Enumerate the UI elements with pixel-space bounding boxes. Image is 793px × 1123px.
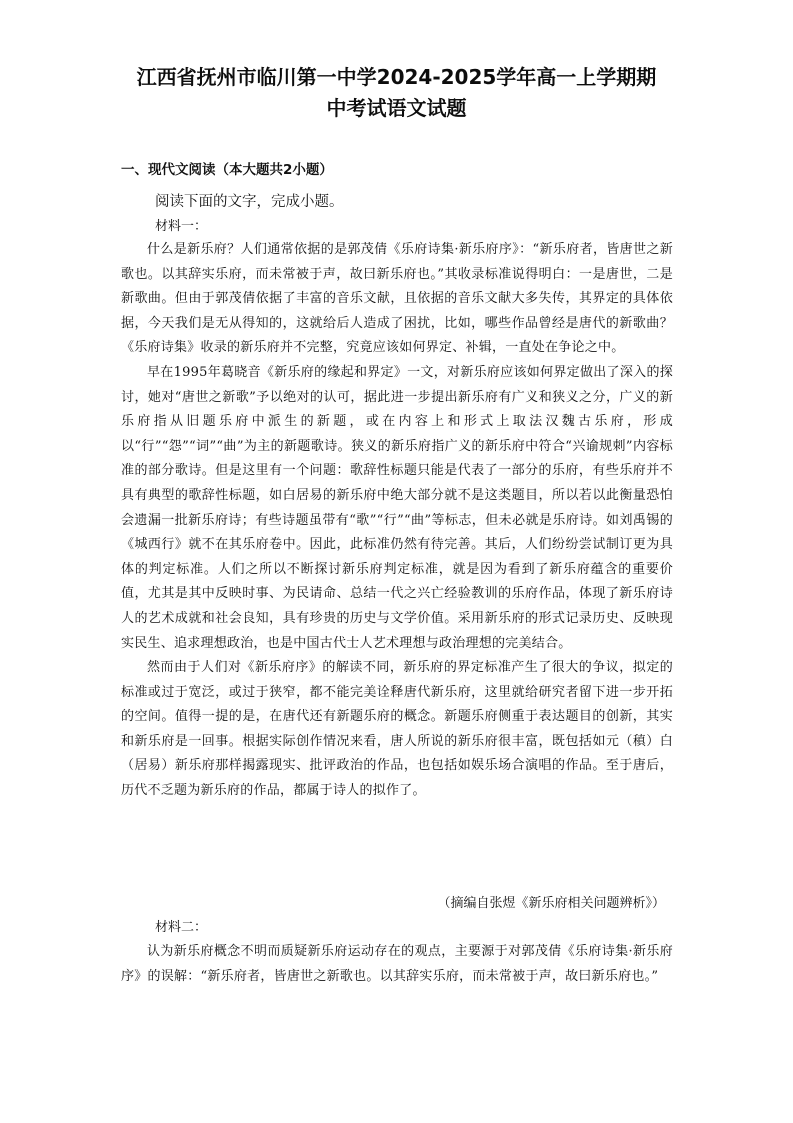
title-line-1: 江西省抚州市临川第一中学2024-2025学年高一上学期期 [136,65,657,89]
section-heading: 一、现代文阅读（本大题共2小题） [121,162,333,178]
title-line-2: 中考试语文试题 [326,96,467,120]
material-2-label: 材料二： [155,920,208,935]
material-1-body [121,238,673,804]
material-1-paragraph: 早在1995年葛晓音《新乐府的缘起和界定》一文，对新乐府应该如何界定做出了深入的探讨，她对“唐世之新歌”予以绝对的认可，据此进一步提出新乐府有广义和狭义之分，广义的新乐府指从旧题乐府中派生的新题，或在内容上和形式上取法汉魏古乐府，形成以“行”“怨”“词”“曲”为主的新题歌诗。狭义的新乐府指广义的新乐府中符合“兴谕规刺”内容标准的部分歌诗。但是这里有一个问题：歌辞性标题只能是代表了一部分的乐府，有些乐府并不具有典型的歌辞性标题，如白居易的新乐府中绝大部分就不是这类题目，所以若以此衡量恐怕会遗漏一批新乐府诗；有些诗题虽带有“歌”“行”“曲”等标志，但未必就是乐府诗。如刘禹锡的《城西行》就不在其乐府卷中。因此，此标准仍然有待完善。其后，人们纷纷尝试制订更为具体的判定标准。人们之所以不断探讨新乐府判定标准，就是因为看到了新乐府蕴含的重要价值，尤其是其中反映时事、为民请命、总结一代之兴亡经验教训的乐府作品，体现了新乐府诗人的艺术成就和社会良知，具有珍贵的历史与文学价值。采用新乐府的形式记录历史、反映现实民生、追求理想政治，也是中国古代士人艺术理想与政治理想的完美结合。 [121,364,673,651]
document-title [100,62,693,124]
material-2-paragraph: 认为新乐府概念不明而质疑新乐府运动存在的观点，主要源于对郭茂倩《乐府诗集·新乐府序》的误解：“新乐府者，皆唐世之新歌也。以其辞实乐府，而未常被于声，故曰新乐府也。” [121,944,673,984]
material-2-body [121,940,673,989]
reading-instruction: 阅读下面的文字，完成小题。 [155,194,344,210]
material-1-paragraph: 什么是新乐府？人们通常依据的是郭茂倩《乐府诗集·新乐府序》：“新乐府者，皆唐世之新歌也。以其辞实乐府，而未常被于声，故曰新乐府也。”其收录标准说得明白：一是唐世，二是新歌曲。但由于郭茂倩依据了丰富的音乐文献，且依据的音乐文献大多失传，其界定的具体依据，今天我们是无从得知的，这就给后人造成了困扰，比如，哪些作品曾经是唐代的新歌曲？《乐府诗集》收录的新乐府并不完整，究竟应该如何界定、补辑，一直处在争论之中。 [121,242,673,356]
material-1-paragraph: 然而由于人们对《新乐府序》的解读不同，新乐府的界定标准产生了很大的争议，拟定的标准或过于宽泛，或过于狭窄，都不能完美诠释唐代新乐府，这里就给研究者留下进一步开拓的空间。值得一提的是，在唐代还有新题乐府的概念。新题乐府侧重于表达题目的创新，其实和新乐府是一回事。根据实际创作情况来看，唐人所说的新乐府很丰富，既包括如元（稹）白（居易）新乐府那样揭露现实、批评政治的作品，也包括如娱乐场合演唱的作品。至于唐后，历代不乏题为新乐府的作品，都属于诗人的拟作了。 [121,660,673,799]
material-1-label: 材料一： [155,219,208,234]
material-1-source: （摘编自张煜《新乐府相关问题辨析》） [437,896,665,911]
